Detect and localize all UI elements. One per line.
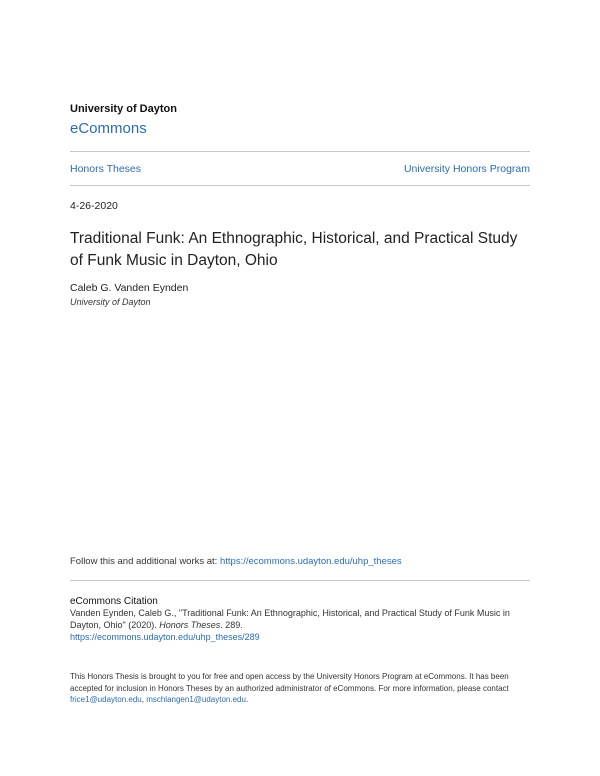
document-title: Traditional Funk: An Ethnographic, Historical, and Practical Study of Funk Music in Dayton, Ohio [70,230,518,269]
publication-date: 4-26-2020 [70,200,118,212]
notice-end: . [245,695,249,704]
citation-text [70,607,530,643]
citation-series: Honors Theses [159,620,221,630]
follow-works-link[interactable]: https://ecommons.udayton.edu/uhp_theses [219,556,402,567]
citation-number: . 289. [220,620,243,630]
divider [70,151,530,152]
author-affiliation: University of Dayton [70,297,151,307]
email-separator: , [141,695,147,704]
divider [70,185,530,186]
access-notice [70,671,530,706]
citation-body: Vanden Eynden, Caleb G., "Traditional Funk: An Ethnographic, Historical, and Practical Study of Funk Music in Dayton, Ohio" (2020). [70,608,510,630]
citation-link[interactable]: https://ecommons.udayton.edu/uhp_theses/289 [70,632,260,642]
follow-works-line [70,556,402,567]
institution-name: University of Dayton [70,103,177,115]
honors-theses-link[interactable]: Honors Theses [70,163,142,175]
follow-label: Follow this and additional works at: [70,556,220,567]
divider [70,580,530,581]
author-name: Caleb G. Vanden Eynden [70,282,189,294]
document-page [70,0,530,776]
notice-text: This Honors Thesis is brought to you for free and open access by the University Honors Program at eCommons. It has been accepted for inclusion in Honors Theses by an authorized administrator of eCommons. For more information, please contact [70,672,509,693]
honors-program-link[interactable]: University Honors Program [403,163,530,175]
citation-heading: eCommons Citation [70,596,158,607]
repository-link[interactable]: eCommons [70,120,147,137]
contact-email-link[interactable]: mschlangen1@udayton.edu [146,695,246,704]
contact-email-link[interactable]: frice1@udayton.edu [70,695,142,704]
